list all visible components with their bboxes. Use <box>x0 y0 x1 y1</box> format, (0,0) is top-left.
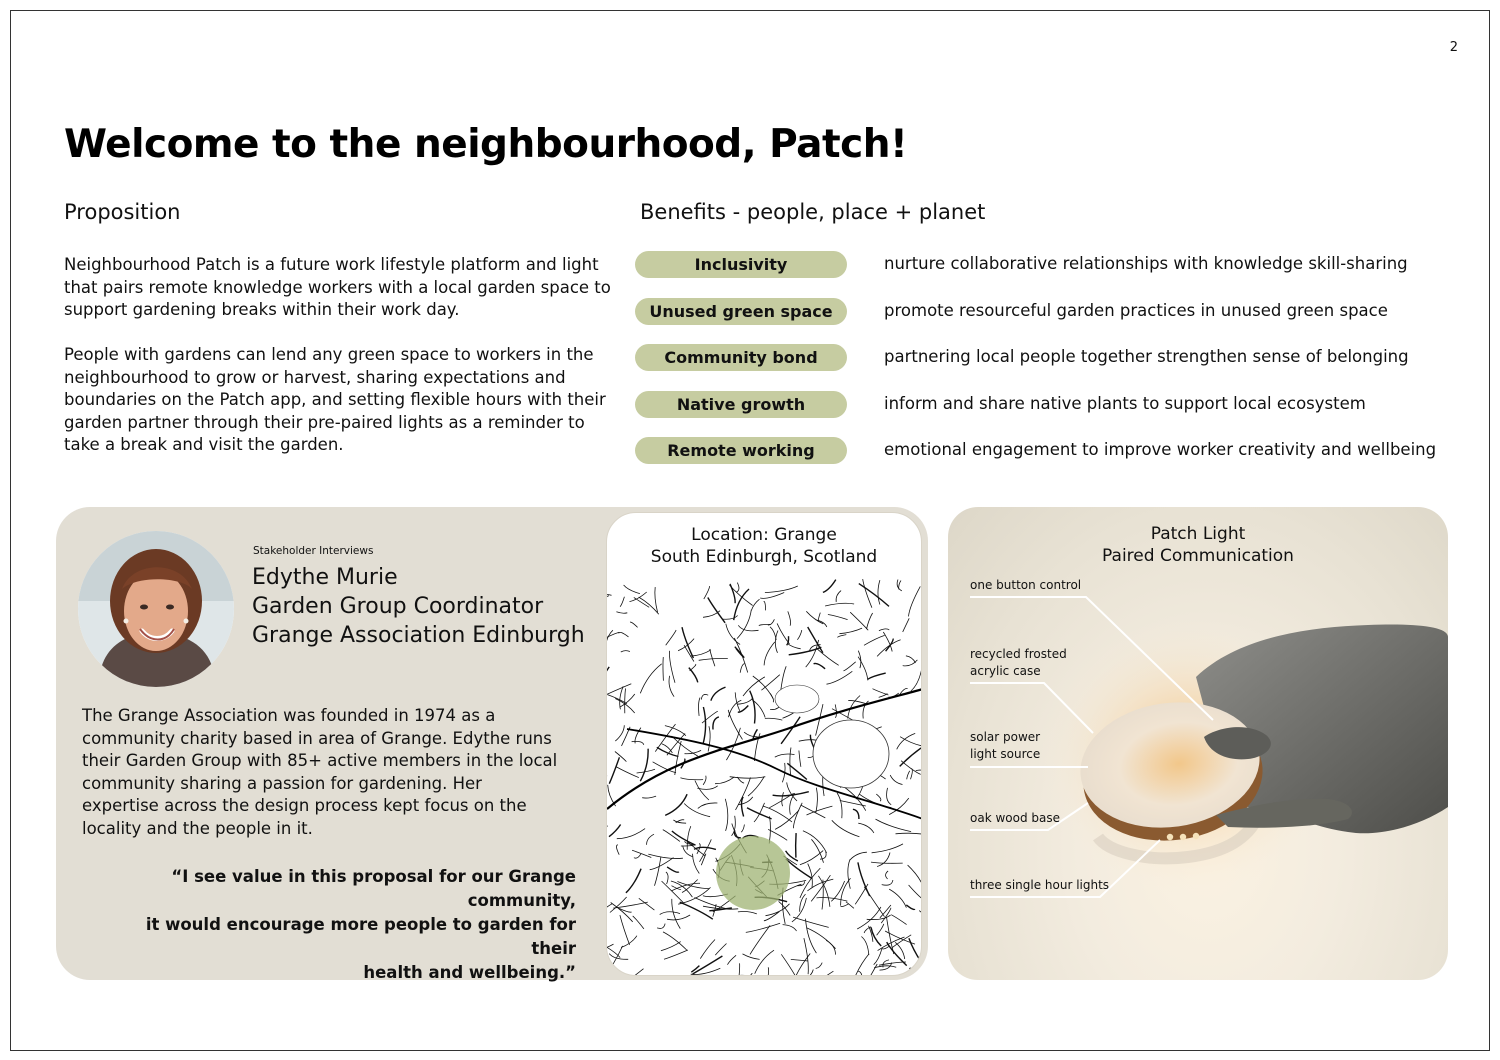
proposition-paragraph-1: Neighbourhood Patch is a future work lifestyle platform and light that pairs remote knowledge workers with a local garden space to support gardening breaks within their work day. <box>64 255 611 320</box>
quote-line: health and wellbeing.” <box>363 963 576 982</box>
stakeholder-organisation: Grange Association Edinburgh <box>252 623 585 648</box>
benefit-row-community-bond <box>635 344 1455 372</box>
benefit-pill: Community bond <box>635 344 847 371</box>
light-title: Patch Light <box>1150 524 1246 544</box>
callout-acrylic-case: recycled frosted acrylic case <box>970 647 1067 678</box>
stakeholder-body: The Grange Association was founded in 1974 as a community charity based in area of Grange. Edythe runs their Garden Group with 85+ active members in the local community sharing a passion for gardening. Her expertise across the design process kept focus on the locality and the people in it. <box>82 706 558 838</box>
map-title-region: South Edinburgh, Scotland <box>650 547 878 567</box>
stakeholder-role: Garden Group Coordinator <box>252 594 544 619</box>
benefit-pill: Unused green space <box>635 298 847 325</box>
benefit-row-native-growth <box>635 391 1455 419</box>
grange-highlight <box>716 836 790 910</box>
callout-hour-lights: three single hour lights <box>970 878 1110 892</box>
benefit-pill: Native growth <box>635 391 847 418</box>
callout-oak-base: oak wood base <box>970 811 1060 825</box>
hour-light-2 <box>1180 834 1186 840</box>
callout-solar-power: solar power light source <box>970 730 1041 761</box>
stakeholder-name: Edythe Murie <box>252 565 398 590</box>
quote-line: it would encourage more people to garden for their <box>145 915 576 958</box>
benefit-description: nurture collaborative relationships with knowledge skill-sharing <box>884 254 1408 273</box>
benefit-description: promote resourceful garden practices in unused green space <box>884 301 1388 320</box>
quote-line: “I see value in this proposal for our Grange community, <box>171 867 576 910</box>
map-title-location: Location: Grange <box>691 525 837 545</box>
proposition-heading: Proposition <box>64 200 181 224</box>
benefit-pill: Inclusivity <box>635 251 847 278</box>
benefit-description: partnering local people together strengthen sense of belonging <box>884 347 1409 366</box>
page-title: Welcome to the neighbourhood, Patch! <box>64 122 908 167</box>
stakeholder-label: Stakeholder Interviews <box>253 545 374 557</box>
portrait-image <box>78 531 234 687</box>
patch-light-card <box>948 507 1448 980</box>
hour-light-3 <box>1193 833 1199 839</box>
benefit-row-remote-working <box>635 437 1455 465</box>
page-number: 2 <box>1449 40 1458 55</box>
stakeholder-quote <box>96 865 576 985</box>
benefit-row-inclusivity <box>635 251 1455 279</box>
proposition-paragraph-2: People with gardens can lend any green space to workers in the neighbourhood to grow or harvest, sharing expectations and boundaries on the Patch app, and setting flexible hours with their garden partner through their pre-paired lights as a reminder to take a break and visit the garden. <box>64 345 606 455</box>
callout-button-control: one button control <box>970 578 1082 592</box>
benefit-pill: Remote working <box>635 437 847 464</box>
benefits-heading: Benefits - people, place + planet <box>640 200 986 224</box>
avatar <box>78 531 234 687</box>
hour-light-1 <box>1167 834 1173 840</box>
benefit-description: emotional engagement to improve worker creativity and wellbeing <box>884 440 1437 459</box>
light-subtitle: Paired Communication <box>1102 546 1294 566</box>
benefit-row-unused-green-space <box>635 298 1455 326</box>
street-map <box>607 579 922 976</box>
map-card <box>606 512 922 976</box>
benefit-description: inform and share native plants to support local ecosystem <box>884 394 1366 413</box>
